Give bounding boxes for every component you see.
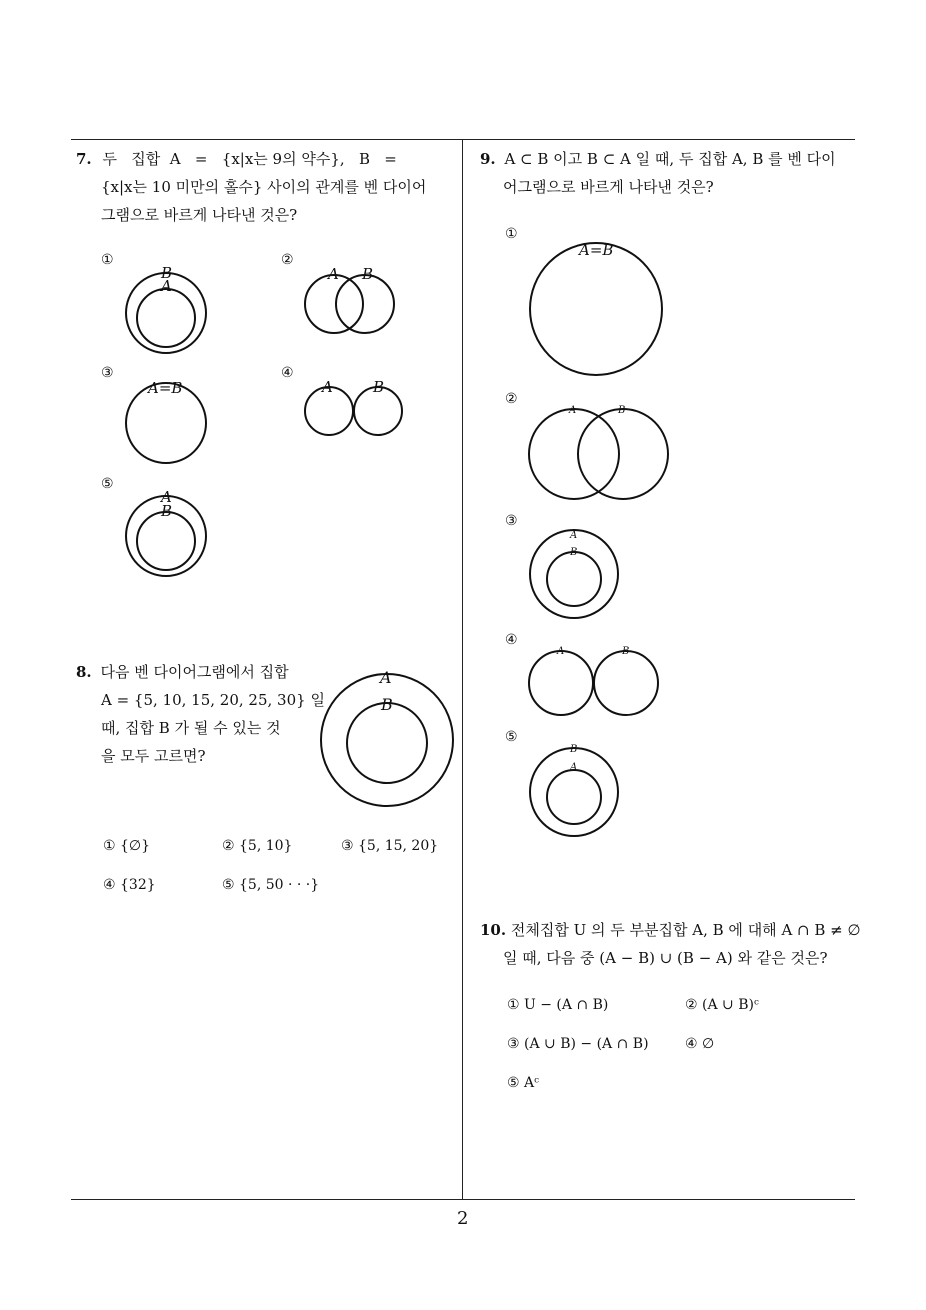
top-rule <box>71 139 855 140</box>
label-a-eq-b: A=B <box>148 379 183 397</box>
q10-choice-2[interactable]: ② (A ∪ B)ᶜ <box>685 997 759 1013</box>
label-a: A <box>380 668 392 687</box>
q10-stem-2: 일 때, 다음 중 (A − B) ∪ (B − A) 와 같은 것은? <box>503 949 828 967</box>
q7-option-5-diagram <box>120 485 220 585</box>
q9-option-5-mark[interactable]: ⑤ <box>505 729 518 745</box>
q9-option-2-diagram <box>528 402 673 502</box>
label-a: A <box>161 277 172 295</box>
q8-choice-5[interactable]: ⑤ {5, 50 · · ·} <box>222 877 320 893</box>
q8-stem-1: 다음 벤 다이어그램에서 집합 <box>100 663 289 681</box>
q7-option-4-mark[interactable]: ④ <box>281 365 294 381</box>
q10-choice-4[interactable]: ④ ∅ <box>685 1036 715 1052</box>
q7-option-2-mark[interactable]: ② <box>281 252 294 268</box>
q8-stem-3: 때, 집합 B 가 될 수 있는 것 <box>101 719 281 737</box>
inner-circle <box>137 512 195 570</box>
q7-stem-2: {x|x는 10 미만의 홀수} 사이의 관계를 벤 다이어 <box>101 178 427 196</box>
q7-option-3-mark[interactable]: ③ <box>101 365 114 381</box>
q7-option-2-diagram <box>300 260 410 360</box>
label-b: B <box>618 405 626 416</box>
circle-a <box>529 651 593 715</box>
q9-option-4-mark[interactable]: ④ <box>505 632 518 648</box>
inner-circle-b <box>347 703 427 783</box>
circle-a <box>305 275 363 333</box>
outer-circle-a <box>321 674 453 806</box>
label-b: B <box>381 695 393 714</box>
inner-circle <box>137 289 195 347</box>
q10-choice-3[interactable]: ③ (A ∪ B) − (A ∩ B) <box>507 1036 649 1052</box>
q9-option-3-mark[interactable]: ③ <box>505 513 518 529</box>
q8-choice-4[interactable]: ④ {32} <box>103 877 156 893</box>
q9-line-1 <box>480 145 836 173</box>
label-a: A <box>570 762 578 773</box>
q9-stem-1: A ⊂ B 이고 B ⊂ A 일 때, 두 집합 A, B 를 벤 다이 <box>504 150 836 168</box>
q9-number: 9. <box>480 150 496 168</box>
inner-circle <box>547 770 601 824</box>
label-a: A <box>322 378 333 396</box>
label-b: B <box>161 264 173 282</box>
inner-circle <box>547 552 601 606</box>
q9-option-2-mark[interactable]: ② <box>505 391 518 407</box>
page-number: 2 <box>457 1208 469 1229</box>
label-b: B <box>570 547 578 558</box>
label-b: B <box>373 378 385 396</box>
q8-choice-3[interactable]: ③ {5, 15, 20} <box>341 838 439 854</box>
q8-stem-2: A = {5, 10, 15, 20, 25, 30} 일 <box>101 691 325 709</box>
q10-choice-1[interactable]: ① U − (A ∩ B) <box>507 997 609 1013</box>
label-a: A <box>569 405 577 416</box>
bottom-rule <box>71 1199 855 1200</box>
q7-stem-1: 두 집합 A = {x|x는 9의 약수}, B = <box>102 150 397 168</box>
q10-stem-1: 전체집합 U 의 두 부분집합 A, B 에 대해 A ∩ B ≠ ∅ <box>510 921 861 939</box>
label-a: A <box>328 265 339 283</box>
q10-choice-5[interactable]: ⑤ Aᶜ <box>507 1075 539 1091</box>
label-a-eq-b: A=B <box>579 241 614 259</box>
label-b: B <box>570 744 578 755</box>
circle-a <box>529 409 619 499</box>
outer-circle <box>530 530 618 618</box>
circle-b <box>336 275 394 333</box>
label-b: B <box>622 646 630 657</box>
circle-ab <box>530 243 662 375</box>
q7-option-4-diagram <box>300 374 410 454</box>
column-divider <box>462 139 463 1200</box>
label-a: A <box>557 646 565 657</box>
q7-line-1 <box>76 145 397 173</box>
q8-line-1 <box>76 658 289 686</box>
q8-stem-4: 을 모두 고르면? <box>101 747 206 765</box>
q9-option-3-diagram <box>528 527 628 627</box>
q8-choice-2[interactable]: ② {5, 10} <box>222 838 293 854</box>
q7-number: 7. <box>76 150 92 168</box>
q9-option-1-mark[interactable]: ① <box>505 226 518 242</box>
q10-number: 10. <box>480 921 507 939</box>
q9-option-1-diagram <box>528 238 668 378</box>
q7-option-5-mark[interactable]: ⑤ <box>101 476 114 492</box>
q9-option-4-diagram <box>528 645 668 725</box>
q7-stem-3: 그램으로 바르게 나타낸 것은? <box>101 206 298 224</box>
q7-option-1-diagram <box>120 260 220 360</box>
circle-b <box>594 651 658 715</box>
q9-stem-2: 어그램으로 바르게 나타낸 것은? <box>503 178 714 196</box>
q7-option-3-diagram <box>120 374 220 474</box>
label-a: A <box>161 488 172 506</box>
q8-choice-1[interactable]: ① {∅} <box>103 838 151 854</box>
label-b: B <box>161 502 173 520</box>
q9-option-5-diagram <box>528 742 628 842</box>
q10-line-1 <box>480 916 861 944</box>
label-a: A <box>570 530 578 541</box>
circle-b <box>578 409 668 499</box>
q8-venn-diagram <box>320 668 460 808</box>
label-b: B <box>362 265 374 283</box>
q7-option-1-mark[interactable]: ① <box>101 252 114 268</box>
q8-number: 8. <box>76 663 92 681</box>
